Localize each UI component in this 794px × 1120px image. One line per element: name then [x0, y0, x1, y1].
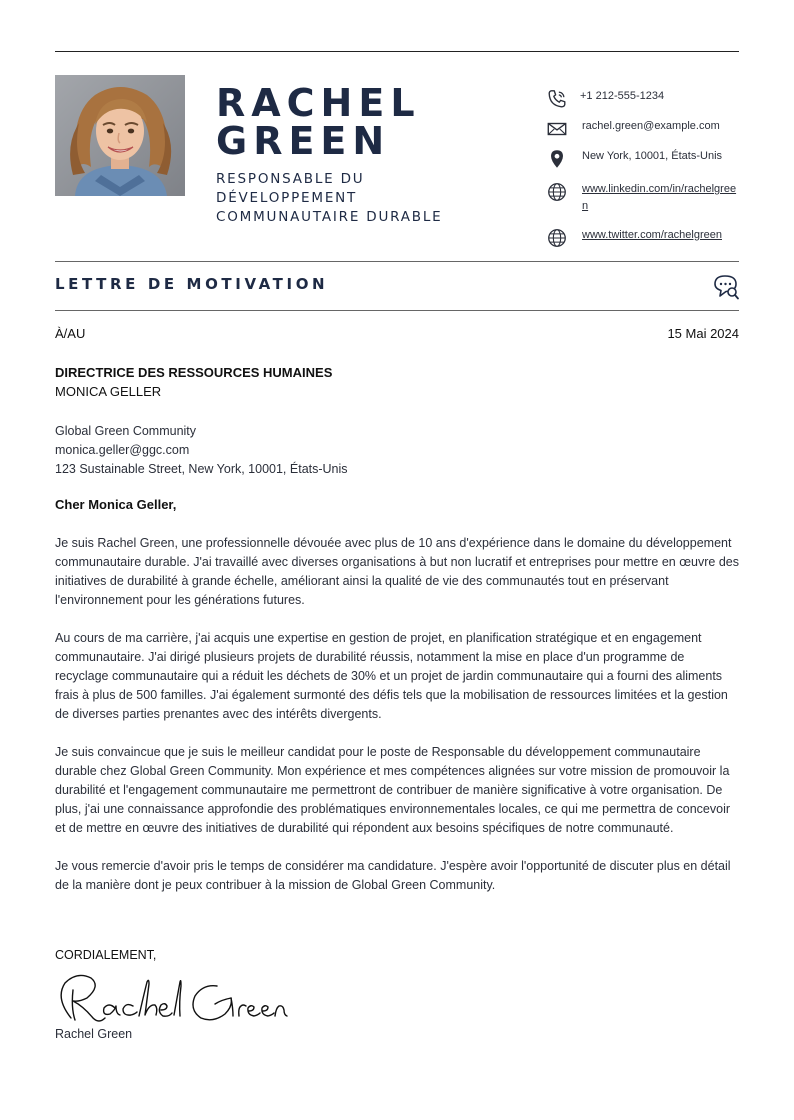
paragraph-1: Je suis Rachel Green, une professionnelle dévouée avec plus de 10 ans d'expérience dans le domaine du développement communautaire durable. J'ai travaillé avec diverses organisations à but non lucratif et entreprises pour mettre en œuvre des initiatives de durabilité à grande échelle, améliorant ainsi la qualité de vie des communautés tout en préservant l'environnement pour les générations futures.: [55, 536, 739, 607]
phone-value: +1 212-555-1234: [580, 90, 665, 102]
recipient-name: MONICA GELLER: [55, 384, 162, 399]
company-block: [55, 422, 348, 479]
location-value: New York, 10001, États-Unis: [582, 150, 723, 162]
contact-phone: [546, 88, 741, 110]
section-title: LETTRE DE MOTIVATION: [55, 275, 329, 293]
chat-search-icon: [712, 273, 740, 301]
globe-icon: [546, 227, 568, 249]
section-divider-top: [55, 261, 739, 262]
email-value: rachel.green@example.com: [582, 120, 720, 132]
top-divider: [55, 51, 739, 52]
job-title: RESPONSABLE DU DÉVELOPPEMENT COMMUNAUTAIRE DURABLE: [216, 171, 443, 225]
contact-location: [546, 148, 741, 170]
first-name: RACHEL: [216, 81, 421, 125]
closing: CORDIALEMENT,: [55, 948, 157, 962]
paragraph-2: Au cours de ma carrière, j'ai acquis une expertise en gestion de projet, en planification stratégique et en engagement communautaire. J'ai dirigé plusieurs projets de durabilité réussis, notamment la mise en place d'un programme de recyclage communautaire qui a réduit les déchets de 30% et un projet de jardin communautaire qui a fourni des aliments frais à plus de 500 familles. J'ai également surmonté des défis tels que la mobilisation de ressources limitées et la gestion de diverses parties prenantes avec des intérêts divergents.: [55, 631, 728, 721]
letter-date: 15 Mai 2024: [667, 326, 739, 341]
phone-icon: [546, 88, 568, 110]
last-name: GREEN: [216, 119, 391, 163]
company-email: monica.geller@ggc.com: [55, 443, 190, 457]
twitter-link[interactable]: www.twitter.com/rachelgreen: [582, 229, 722, 241]
contact-twitter[interactable]: [546, 227, 741, 249]
paragraph-3: Je suis convaincue que je suis le meilleur candidat pour le poste de Responsable du développement communautaire durable chez Global Green Community. Mon expérience et mes compétences alignées sur votre mission de promouvoir la durabilité et l'engagement communautaire me permettront de contribuer de manière significative à votre organisation. De plus, j'ai une connaissance approfondie des problématiques environnementales locales, ce qui me permettra de concevoir et de mettre en œuvre des initiatives de durabilité qui répondent aux besoins spécifiques de notre communauté.: [55, 745, 731, 835]
signature-image: [53, 968, 293, 1028]
paragraph-4: Je vous remercie d'avoir pris le temps de considérer ma candidature. J'espère avoir l'opportunité de discuter plus en détail de la manière dont je peux contribuer à la mission de Global Green Community.: [55, 859, 731, 892]
contact-linkedin[interactable]: [546, 181, 741, 215]
candidate-name: [216, 81, 421, 163]
letter-body: [55, 534, 739, 914]
linkedin-link[interactable]: www.linkedin.com/in/rachelgreen: [582, 183, 737, 212]
section-divider-bottom: [55, 310, 739, 311]
signer-name: Rachel Green: [55, 1027, 133, 1041]
company-name: Global Green Community: [55, 424, 197, 438]
location-pin-icon: [546, 148, 568, 170]
to-label: À/AU: [55, 326, 86, 341]
company-address: 123 Sustainable Street, New York, 10001, États-Unis: [55, 462, 348, 476]
contact-email: [546, 118, 741, 140]
recipient-title: DIRECTRICE DES RESSOURCES HUMAINES: [55, 365, 333, 380]
profile-photo: [55, 75, 185, 196]
greeting: Cher Monica Geller,: [55, 497, 177, 512]
email-icon: [546, 118, 568, 140]
globe-icon: [546, 181, 568, 203]
